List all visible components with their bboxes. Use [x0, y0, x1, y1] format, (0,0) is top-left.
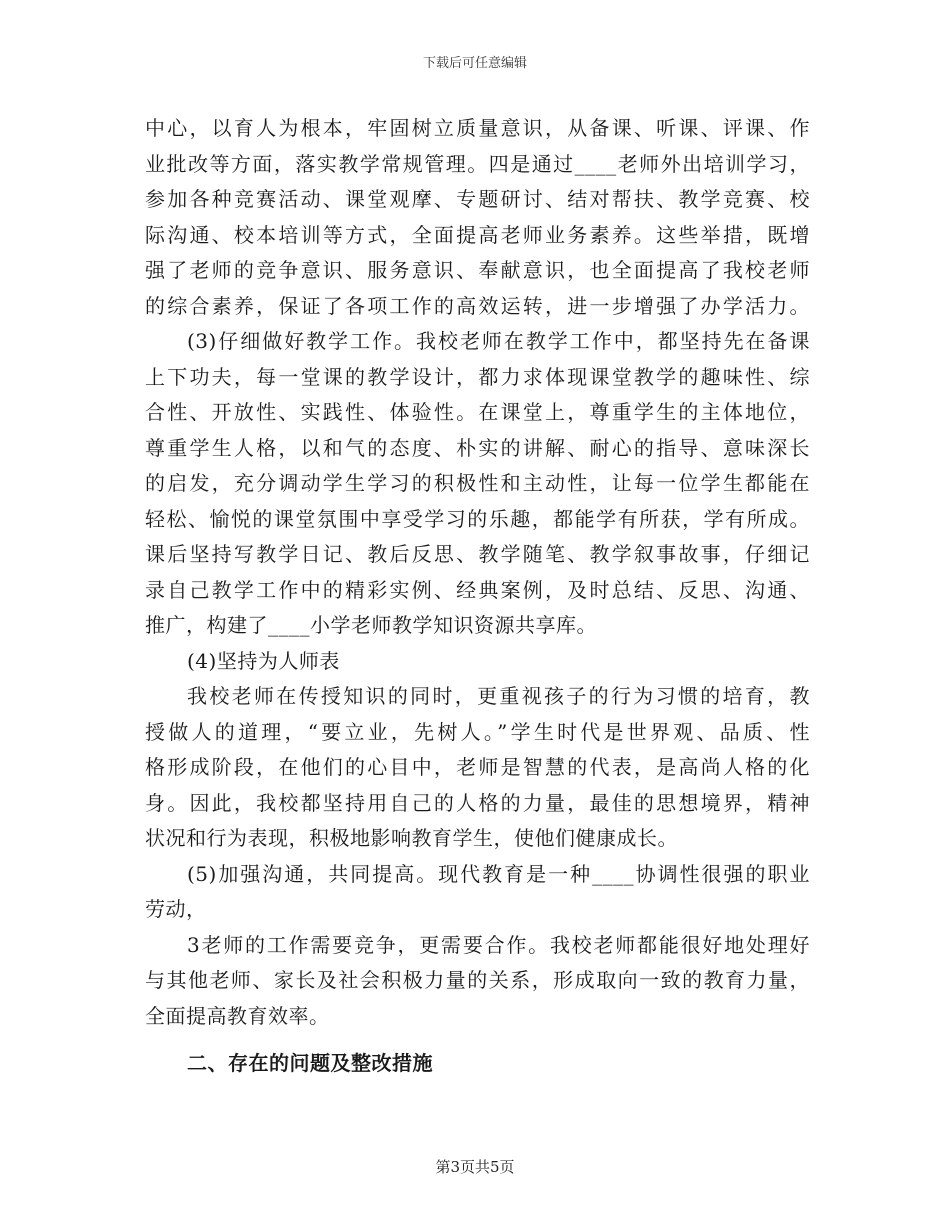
text-line: 全面提高教育效率。: [145, 1003, 330, 1028]
text-line: 中心，以育人为根本，牢固树立质量意识，从备课、听课、评课、作: [145, 116, 810, 140]
paragraph-continuation: [145, 111, 810, 324]
text-line: 的综合素养，保证了各项工作的高效运转，进一步增强了办学活力。: [145, 293, 810, 318]
text-line: 轻松、愉悦的课堂氛围中享受学习的乐趣，都能学有所获，学有所成。: [145, 506, 810, 531]
section-heading: 二、存在的问题及整改措施: [187, 1051, 433, 1075]
paragraph-role-model: [145, 679, 810, 857]
text-line: 课后坚持写教学日记、教后反思、教学随笔、教学叙事故事，仔细记: [145, 542, 810, 566]
text-line: 授做人的道理，“要立业，先树人。”学生时代是世界观、品质、性: [145, 719, 810, 744]
text-line: 业批改等方面，落实教学常规管理。四是通过____老师外出培训学习，: [145, 151, 810, 176]
text-line: 合性、开放性、实践性、体验性。在课堂上，尊重学生的主体地位，: [145, 400, 810, 424]
paragraph-cooperation: [145, 928, 810, 1035]
text-line: 格形成阶段，在他们的心目中，老师是智慧的代表，是高尚人格的化: [145, 755, 810, 779]
text-line: 尊重学生人格，以和气的态度、朴实的讲解、耐心的指导、意味深长: [145, 435, 810, 460]
text-line: 我校老师在传授知识的同时，更重视孩子的行为习惯的培育，教: [187, 684, 810, 708]
document-body: [145, 111, 810, 1082]
text-line: 与其他老师、家长及社会积极力量的关系，形成取向一致的教育力量，: [145, 968, 810, 992]
text-line: 录自己教学工作中的精彩实例、经典案例，及时总结、反思、沟通、: [145, 577, 810, 602]
text-line: 3老师的工作需要竞争，更需要合作。我校老师都能很好地处理好: [187, 932, 810, 957]
paragraph-role-model-title: [145, 644, 810, 680]
text-line: 身。因此，我校都坚持用自己的人格的力量，最佳的思想境界，精神: [145, 790, 810, 815]
text-line: 参加各种竞赛活动、课堂观摩、专题研讨、结对帮扶、教学竞赛、校: [145, 187, 810, 211]
paragraph-teaching-work: [145, 324, 810, 644]
text-line: 劳动，: [145, 897, 207, 921]
text-line: 强了老师的竞争意识、服务意识、奉献意识，也全面提高了我校老师: [145, 258, 810, 282]
text-line: (5)加强沟通，共同提高。现代教育是一种____协调性很强的职业: [187, 861, 810, 886]
text-line: 推广，构建了____小学老师教学知识资源共享库。: [145, 613, 597, 637]
text-line: 状况和行为表现，积极地影响教育学生，使他们健康成长。: [145, 826, 678, 850]
text-line: 的启发，充分调动学生学习的积极性和主动性，让每一位学生都能在: [145, 471, 810, 495]
text-line: (3)仔细做好教学工作。我校老师在教学工作中，都坚持先在备课: [187, 329, 810, 353]
text-line: (4)坚持为人师表: [187, 648, 340, 673]
page-header: 下载后可任意编辑: [422, 56, 527, 71]
page-footer: 第3页共5页: [435, 1158, 515, 1176]
text-line: 上下功夫，每一堂课的教学设计，都力求体现课堂教学的趣味性、综: [145, 364, 810, 389]
text-line: 际沟通、校本培训等方式，全面提高老师业务素养。这些举措，既增: [145, 222, 810, 247]
paragraph-communication: [145, 857, 810, 928]
